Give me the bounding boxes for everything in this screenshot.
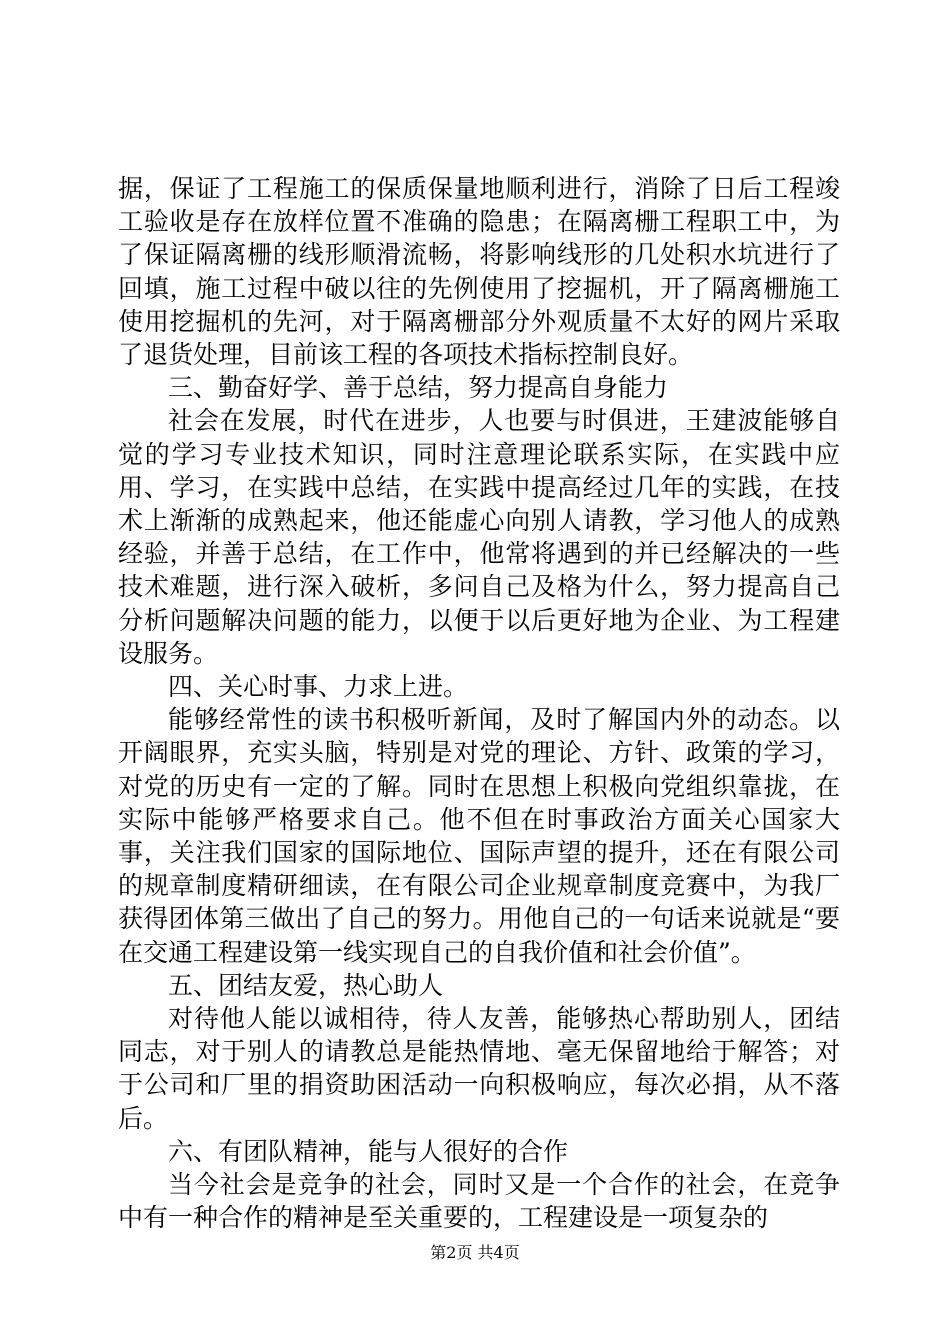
paragraph-section-4: 能够经常性的读书积极听新闻，及时了解国内外的动态。以开阔眼界，充实头脑，特别是对党的理论、方针、政策的学习，对党的历史有一定的了解。同时在思想上积极向党组织靠拢，在实际中能够严格要求自己。他不但在时事政治方面关心国家大事，关注我们国家的国际地位、国际声望的提升，还在有限公司的规章制度精研细读，在有限公司企业规章制度竞赛中，为我厂获得团体第三做出了自己的努力。用他自己的一句话来说就是“要在交通工程建设第一线实现自己的自我价值和社会价值”。 — [118, 705, 840, 967]
paragraph-1: 据，保证了工程施工的保质保量地顺利进行，消除了日后工程竣工验收是存在放样位置不准确的隐患；在隔离栅工程职工中，为了保证隔离栅的线形顺滑流畅，将影响线形的几处积水坑进行了回填，施工过程中破以往的先例使用了挖掘机，开了隔离栅施工使用挖掘机的先河，对于隔离栅部分外观质量不太好的网片采取了退货处理，目前该工程的各项技术指标控制良好。 — [118, 174, 840, 370]
paragraph-section-3: 社会在发展，时代在进步，人也要与时俱进，王建波能够自觉的学习专业技术知识，同时注意理论联系实际，在实践中应用、学习，在实践中总结，在实践中提高经过几年的实践，在技术上渐渐的成熟起来，他还能虚心向别人请教，学习他人的成熟经验，并善于总结，在工作中，他常将遇到的并已经解决的一些技术难题，进行深入破析，多问自己及格为什么，努力提高自己分析问题解决问题的能力，以便于以后更好地为企业、为工程建设服务。 — [118, 406, 840, 668]
heading-section-4: 四、关心时事、力求上进。 — [168, 672, 469, 702]
paragraph-section-6: 当今社会是竞争的社会，同时又是一个合作的社会，在竞争中有一种合作的精神是至关重要的，工程建设是一项复杂的 — [118, 1170, 840, 1233]
heading-section-6: 六、有团队精神，能与人很好的合作 — [168, 1136, 569, 1166]
page-footer: 第2页 共4页 — [430, 1243, 520, 1262]
paragraph-section-5: 对待他人能以诚相待，待人友善，能够热心帮助别人，团结同志，对于别人的请教总是能热情地、毫无保留地给于解答；对于公司和厂里的捐资助困活动一向积极响应，每次必捐，从不落后。 — [118, 1004, 840, 1133]
heading-section-5: 五、团结友爱，热心助人 — [168, 970, 444, 1000]
heading-section-3: 三、勤奋好学、善于总结，努力提高自身能力 — [168, 373, 669, 403]
document-body — [118, 172, 840, 1235]
